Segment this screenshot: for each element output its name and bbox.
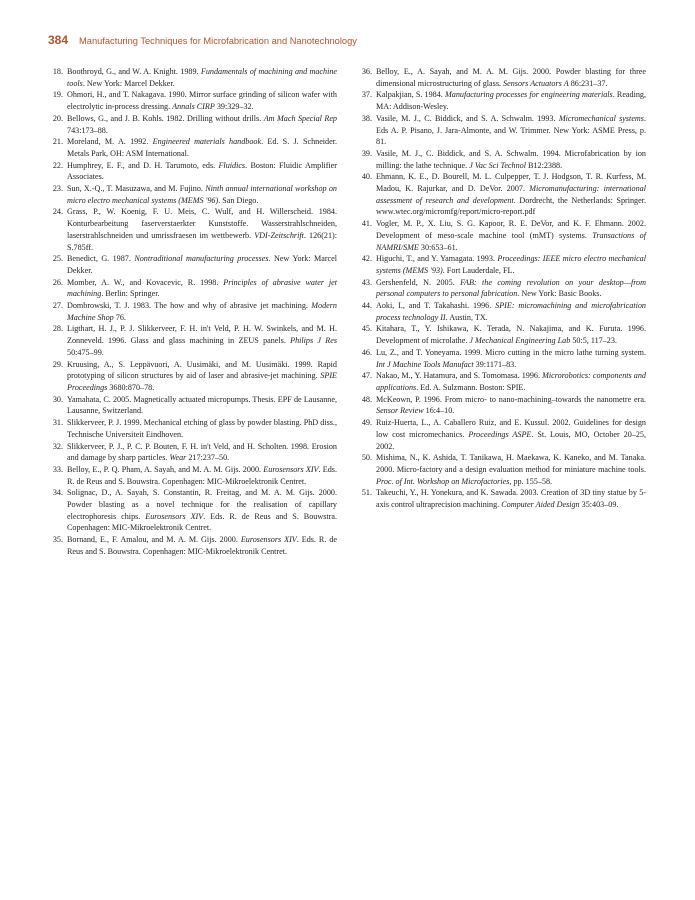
reference-text: Gershenfeld, N. 2005. (376, 277, 461, 287)
reference-entry (48, 206, 337, 253)
reference-text: . Eds. R. de Reus and S. Bouwstra. Copenhagen: MIC-Mikroelektronik Centret. (67, 535, 337, 556)
reference-text: Slikkerveer, P. J. 1999. Mechanical etching of glass by powder blasting. PhD diss., Technische Universiteit Eindhoven. (67, 418, 337, 439)
reference-title: Computer Aided Design (501, 500, 580, 510)
reference-entry (48, 441, 337, 464)
reference-text: Takeuchi, Y., H. Yonekura, and K. Sawada. 2003. Creation of 3D tiny statue by 5-axis control ultraprecision machining. (376, 488, 646, 510)
reference-entry (357, 347, 646, 370)
reference-entry (48, 160, 337, 183)
reference-text: McKeown, P. 1996. From micro- to nano-machining–towards the nanometre era. (376, 394, 646, 404)
reference-number: 41. (361, 219, 372, 229)
reference-title: Manufacturing processes for engineering materials (445, 90, 613, 100)
reference-text: Vasile, M. J., C. Biddick, and S. A. Schwalm. 1994. Microfabrication by ion milling: the lathe technique. (376, 148, 646, 170)
reference-text: Belloy, E., P. Q. Pham, A. Sayah, and M. A. M. Gijs. 2000. (67, 464, 264, 474)
reference-number: 25. (52, 254, 63, 264)
reference-entry (48, 323, 337, 358)
reference-entry (357, 113, 646, 148)
reference-number: 26. (52, 277, 63, 287)
reference-entry (357, 277, 646, 300)
reference-text: . Ed. A. Sulzmann. Boston: SPIE. (416, 382, 526, 392)
reference-entry (48, 113, 337, 136)
reference-text: . 126(21): S.785ff. (67, 230, 337, 252)
reference-title: Proceedings: IEEE micro electro mechanical systems (MEMS '93) (376, 254, 646, 275)
reference-text: Belloy, E., A. Sayah, and M. A. M. Gijs. 2000. Powder blasting for three dimensional microstructuring of glass. (376, 67, 646, 88)
reference-title: Modern Machine Shop (67, 301, 337, 322)
reference-number: 38. (361, 113, 372, 123)
reference-text: . Eds. R. de Reus and S. Bouwstra. Copenhagen: MIC-Mikroelektronik Centret. (67, 464, 337, 486)
reference-text: Ruiz-Huerta, L., A. Caballero Ruiz, and E. Kussul. 2002. Guidelines for design low cost micromechanics. (376, 418, 646, 439)
reference-text: B12:2388. (526, 160, 563, 170)
reference-number: 22. (52, 160, 63, 170)
reference-text: Benedict, G. 1987. (67, 254, 135, 264)
reference-text: Bellows, G., and J. B. Kohls. 1982. Drilling without drills. (67, 113, 264, 123)
reference-entry (48, 417, 337, 440)
reference-number: 45. (361, 324, 372, 334)
reference-text: Aoki, I., and T. Takahashi. 1996. (376, 301, 496, 311)
reference-text: . San Diego. (218, 195, 259, 205)
reference-text: Ligthart, H. J., P. J. Slikkerveer, F. H. in't Veld, P. H. W. Swinkels, and M. H. Zonneveld. 1996. Glass and glass machining in ZEUS panels. (67, 324, 337, 346)
reference-text: Bornand, E., F. Amalou, and M. A. M. Gijs. 2000. (67, 535, 241, 545)
running-header (48, 31, 357, 47)
reference-text: Humphrey, E. F., and D. H. Tarumoto, eds. (67, 160, 219, 170)
reference-title: J Vac Sci Technol (469, 160, 526, 170)
reference-entry (357, 394, 646, 417)
reference-entry (48, 300, 337, 323)
reference-number: 43. (361, 277, 372, 287)
reference-text: Ohmori, H., and T. Nakagava. 1990. Mirror surface grinding of silicon wafer with electrolytic in-process dressing. (67, 90, 337, 112)
reference-entry (48, 359, 337, 394)
reference-text: , pp. 155–58. (509, 476, 553, 486)
reference-text: . New York: Marcel Dekker. (67, 254, 337, 275)
reference-text: . Berlin: Springer. (101, 289, 160, 299)
reference-number: 33. (52, 464, 63, 474)
reference-title: Engineered materials handbook (152, 137, 262, 147)
reference-title: Sensors Actuators A (503, 78, 569, 88)
reference-text: 50:5, 117–23. (570, 336, 617, 346)
reference-entry (357, 148, 646, 171)
reference-number: 47. (361, 371, 372, 381)
reference-title: Sensor Review (376, 406, 424, 416)
reference-text: 217:237–50. (186, 453, 230, 463)
reference-text: . Austin, TX. (445, 312, 488, 322)
reference-title: SPIE Proceedings (67, 371, 337, 392)
reference-title: VDI-Zeitschrift (254, 230, 304, 240)
reference-number: 46. (361, 347, 372, 357)
reference-text: 50:475–99. (67, 347, 104, 357)
reference-title: Wear (169, 453, 187, 463)
reference-text: 35:403–09. (579, 500, 619, 510)
reference-number: 42. (361, 254, 372, 264)
reference-number: 30. (52, 394, 63, 404)
reference-entry (357, 253, 646, 276)
reference-title: Proc. of Int. Workshop on Microfactories (376, 476, 510, 486)
reference-number: 21. (52, 137, 63, 147)
reference-title: Proceedings ASPE (468, 429, 532, 439)
reference-text: Slikkerveer, P. J., P. C. P. Bouten, F. H. in't Veld, and H. Scholten. 1998. Erosion and damage by sharp particles. (67, 441, 337, 463)
reference-text: . Boston: Fluidic Amplifier Associates. (67, 160, 337, 182)
reference-title: Microrobotics: components and applications (376, 371, 646, 392)
reference-number: 31. (52, 418, 63, 428)
reference-number: 32. (52, 441, 63, 451)
reference-number: 49. (361, 418, 372, 428)
reference-text: Momber, A. W., and Kovacevic, R. 1998. (67, 277, 224, 287)
reference-text: . Dordrecht, the Netherlands: Springer. www.wtec.org/micromfg/report/micro-report.pdf (376, 195, 646, 217)
reference-text: 86:231–37. (568, 78, 608, 88)
reference-title: J Mechanical Engineering Lab (469, 336, 571, 346)
reference-entry (48, 487, 337, 534)
reference-text: . New York: Basic Books. (517, 289, 602, 299)
reference-text: . Fort Lauderdale, FL. (442, 265, 515, 275)
reference-entry (48, 66, 337, 89)
reference-number: 19. (52, 90, 63, 100)
reference-number: 27. (52, 301, 63, 311)
reference-title: SPIE: micromachining and microfabrication process technology II (376, 301, 646, 322)
reference-title: Nontraditional manufacturing processes (134, 254, 269, 264)
reference-text: Grass, P., W. Koenig, F. U. Meis, C. Wulf, and H. Willerscheid. 1984. Konturbearbeitung faserverstaerkter Kunststoffe. Wasserstrahlschneiden, laserstrahlschneiden und umrissfraesen im wettbewerb. (67, 207, 337, 240)
reference-title: Micromanufacturing: international assessment of research and development (376, 184, 646, 205)
reference-text: Mishima, N., K. Ashida, T. Tanikawa, H. Maekawa, K. Kaneko, and M. Tanaka. 2000. Micro-factory and a design evaluation method for miniature machine tools. (376, 453, 646, 474)
reference-text: Moreland, M. A. 1992. (67, 137, 153, 147)
reference-text: . Eds. R. de Reus and S. Bouwstra. Copenhagen: MIC-Mikroelektronik Centret. (67, 511, 337, 533)
reference-text: Vasile, M. J., C. Biddick, and S. A. Schwalm. 1993. (376, 113, 559, 123)
reference-entry (357, 66, 646, 89)
reference-text: Yamahata, C. 2005. Magnetically actuated micropumps. Thesis. EPF de Lausanne, Lausanne, Switzerland. (67, 394, 337, 416)
reference-number: 20. (52, 113, 63, 123)
reference-title: Am Mach Special Rep (263, 113, 337, 123)
reference-entry (48, 464, 337, 487)
reference-number: 34. (52, 488, 63, 498)
reference-text: . New York: Marcel Dekker. (82, 78, 175, 88)
reference-entry (357, 323, 646, 346)
reference-entry (48, 136, 337, 159)
reference-entry (357, 452, 646, 487)
reference-text: 30:653–61. (418, 242, 458, 252)
reference-number: 28. (52, 324, 63, 334)
reference-title: Eurosensors XIV (263, 464, 319, 474)
reference-text: Kalpakjian, S. 1984. (376, 90, 446, 100)
reference-number: 23. (52, 184, 63, 194)
reference-entry (48, 277, 337, 300)
reference-entry (357, 417, 646, 452)
reference-text: 39:329–32. (214, 102, 254, 112)
reference-title: Philips J Res (290, 336, 337, 346)
reference-number: 51. (361, 488, 372, 498)
reference-number: 40. (361, 172, 372, 182)
reference-entry (48, 183, 337, 206)
reference-number: 48. (361, 394, 372, 404)
page-number: 384 (48, 33, 69, 47)
reference-text: . Reading, MA: Addison-Wesley. (376, 90, 647, 112)
reference-entry (357, 300, 646, 323)
reference-number: 24. (52, 207, 63, 217)
reference-title: Int J Machine Tools Manufact (376, 359, 474, 369)
reference-text: Kruusing, A., S. Leppävuori, A. Uusimäki, and M. Uusimäki. 1999. Rapid prototyping of silicon structures by aid of laser and abrasive-jet machining. (67, 359, 337, 381)
reference-number: 35. (52, 535, 63, 545)
reference-entry (48, 394, 337, 417)
references-right-column (357, 66, 646, 511)
reference-entry (357, 218, 646, 253)
reference-entry (357, 89, 646, 112)
references-left-column (48, 66, 337, 558)
reference-text: Solignac, D., A. Sayah, S. Constantin, R. Freitag, and M. A. M. Gijs. 2000. Powder blasting as a novel technique for the realisation of capillary electrophoresis chips. (67, 488, 337, 521)
reference-number: 37. (361, 90, 372, 100)
reference-text: Nakao, M., Y. Hatamura, and S. Tomomasa. 1996. (376, 371, 543, 381)
reference-number: 29. (52, 359, 63, 369)
reference-text: 39:1171–83. (473, 359, 517, 369)
reference-title: Principles of abrasive water jet machining (67, 277, 337, 299)
reference-title: Transactions of NAMRI/SME (376, 230, 646, 252)
reference-entry (357, 487, 646, 510)
reference-number: 50. (361, 453, 372, 463)
reference-number: 36. (361, 67, 372, 76)
reference-title: Ninth annual international workshop on micro electro mechanical systems (MEMS '96) (67, 184, 337, 205)
reference-entry (357, 370, 646, 393)
reference-text: . St. Louis, MO, October 20–25, 2002. (376, 429, 646, 451)
reference-text: Ehmann, K. E., D. Bourell, M. L. Culpepper, T. J. Hodgson, T. R. Kurfess, M. Madou, K. Rajurkar, and D. DeVor. 2007. (376, 172, 646, 194)
reference-text: Sun, X.-Q., T. Masuzawa, and M. Fujino. (67, 184, 206, 194)
reference-text: 3680:870–78. (107, 382, 155, 392)
reference-text: Dombrowski, T. J. 1983. The how and why of abrasive jet machining. (67, 301, 312, 311)
reference-text: Higuchi, T., and Y. Yamagata. 1993. (376, 254, 498, 264)
reference-number: 18. (52, 67, 63, 76)
reference-entry (357, 171, 646, 218)
reference-title: Eurosensors XIV (240, 535, 297, 545)
reference-number: 39. (361, 148, 372, 158)
reference-text: 743:173–88. (67, 125, 108, 135)
running-title: Manufacturing Techniques for Microfabrication and Nanotechnology (79, 36, 357, 46)
reference-text: . Ed. S. J. Schneider. Metals Park, OH: ASM International. (67, 137, 338, 158)
reference-text: Lu, Z., and T. Yoneyama. 1999. Micro cutting in the micro lathe turning system. (376, 347, 646, 357)
reference-title: Annals CIRP (172, 102, 215, 112)
reference-title: Micromechanical systems (558, 113, 644, 123)
reference-title: FAB: the coming revolution on your desktop—from personal computers to personal fabrication (376, 277, 646, 299)
reference-number: 44. (361, 301, 372, 311)
reference-text: 76. (113, 312, 126, 322)
reference-entry (48, 89, 337, 112)
reference-text: Vogler, M. P., X. Liu, S. G. Kapoor, R. E. DeVor, and K. F. Ehmann. 2002. Development of meso-scale machine tool (mMT) systems. (376, 219, 646, 240)
reference-text: Boothroyd, G., and W. A. Knight. 1989. (67, 67, 201, 76)
reference-text: Kitahara, T., Y. Ishikawa, K. Terada, N. Nakajima, and K. Furuta. 1996. Development of microlathe. (376, 324, 646, 346)
reference-entry (48, 253, 337, 276)
reference-entry (48, 534, 337, 557)
reference-text: 16:4–10. (423, 406, 455, 416)
reference-text: . Eds A. P. Pisano, J. Jara-Almonte, and W. Trimmer. New York: ASME Press, p. 81. (376, 113, 646, 147)
reference-title: Fluidics (218, 160, 246, 170)
reference-title: Eurosensors XIV (145, 511, 204, 521)
reference-title: Fundamentals of machining and machine tools (67, 67, 337, 88)
